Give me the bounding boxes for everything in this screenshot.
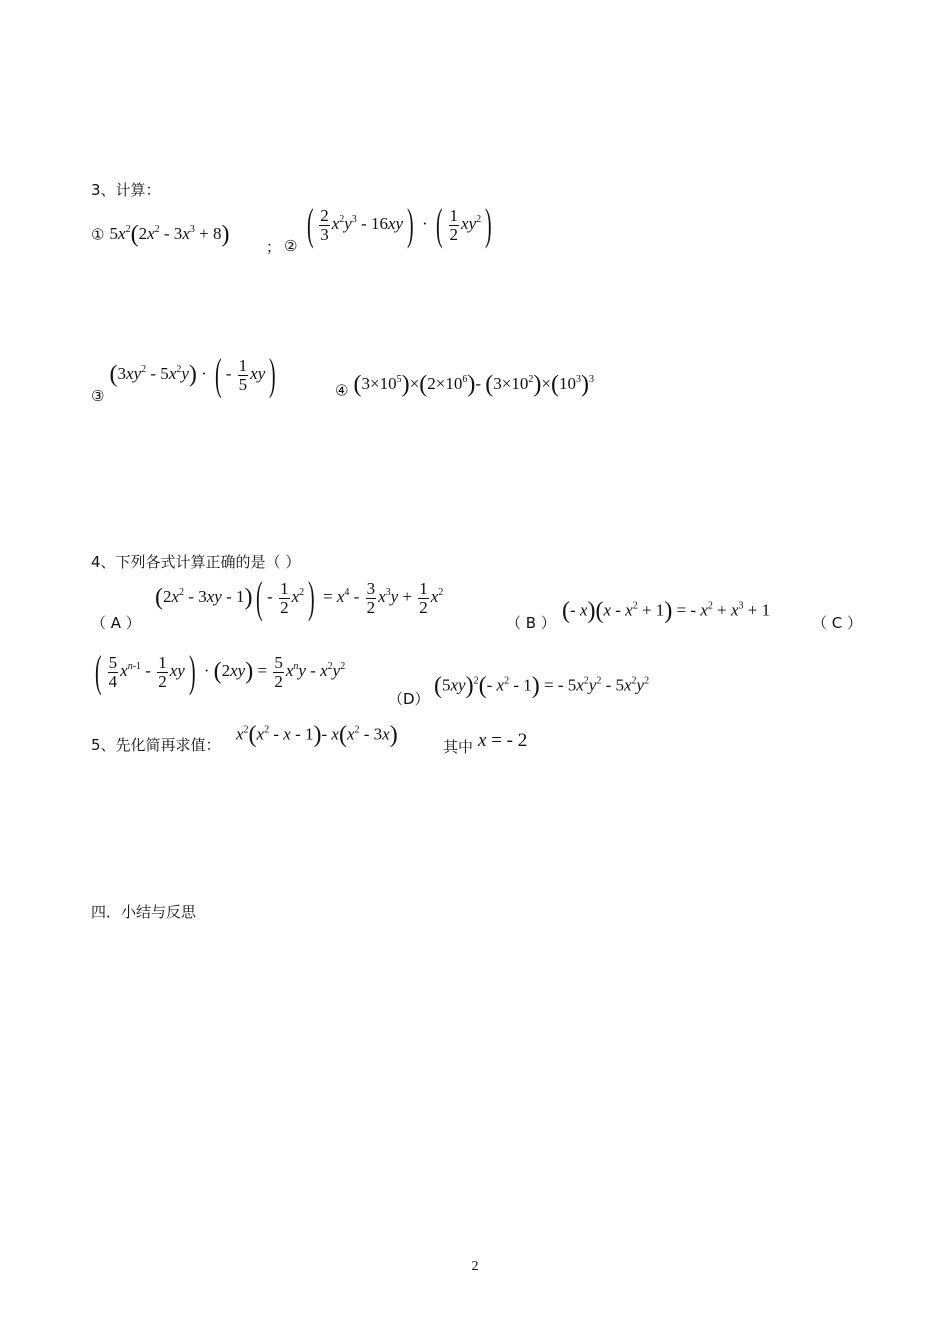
q3-marker-4: ④ (335, 381, 349, 400)
q4-option-c-label: （ C ） (812, 614, 863, 632)
q5-expr: $x^2(x^2$ - x - 1)- $x(x^2 - 3x)$ (236, 722, 398, 748)
q3-expr-4: ④ $(3\times 10^5)\times(2\times 10^6)-$ $(3\times 10^2)\times(10^3)^3$ (335, 372, 594, 400)
q4-option-c-expr: ( $\frac{5}{4}$ $x^{n-1}$ - $\frac{1}{2}$ xy) · (2xy) = $\frac{5}{2}$ $x^ny - x^2y^2$ (95, 647, 346, 696)
q4-option-d-expr: $(5xy)^2(-$ $x^2 - 1$) = - $5x^2y^2 - 5x^2y^2$ (434, 673, 650, 699)
summary-heading: 四．小结与反思 (91, 903, 197, 921)
q5-condition: x = - 2 (478, 730, 528, 751)
q4-heading: 4、下列各式计算正确的是（ ） (91, 553, 301, 571)
q4-option-a-expr: $(2x^2 - 3xy - 1)$( - $\frac{1}{2}$ $x^2) = x^4$ - $\frac{3}{2}$ $x^3y$ + $\frac{1}{2}$ $x^2$ (155, 573, 444, 622)
q3-marker-1: ① (91, 225, 105, 244)
q4-option-b-expr: (- $x)(x - x^2 + 1)$ = - $x^2 + x^3 + 1$ (562, 598, 771, 624)
q3-separator: ； (266, 238, 282, 256)
q3-expr-3: ③ $(3xy^2 - 5x^2y)$ · ( - $\frac{1}{5}$ xy) (91, 350, 276, 405)
q3-marker-3: ③ (91, 386, 105, 405)
q3-expr-1: ① $5x^2(2x^2 - 3x^3 + 8)$ (91, 222, 230, 248)
q3-marker-2: ② (284, 236, 298, 255)
q4-option-d-label: （D） (388, 690, 430, 708)
q5-where-label: 其中 (443, 738, 474, 756)
q4-option-a-label: （ A ） (91, 614, 141, 632)
q3-expr-2: ② ( $\frac{2}{3}$ $x^2y^3 - 16xy$) · ( $\frac{1}{2}$ $xy^2$) (284, 200, 492, 255)
q3-heading: 3、计算： (91, 181, 161, 199)
q5-heading: 5、先化简再求值： (91, 736, 221, 754)
page-number: 2 (471, 1259, 479, 1274)
q4-option-b-label: （ B ） (506, 614, 556, 632)
